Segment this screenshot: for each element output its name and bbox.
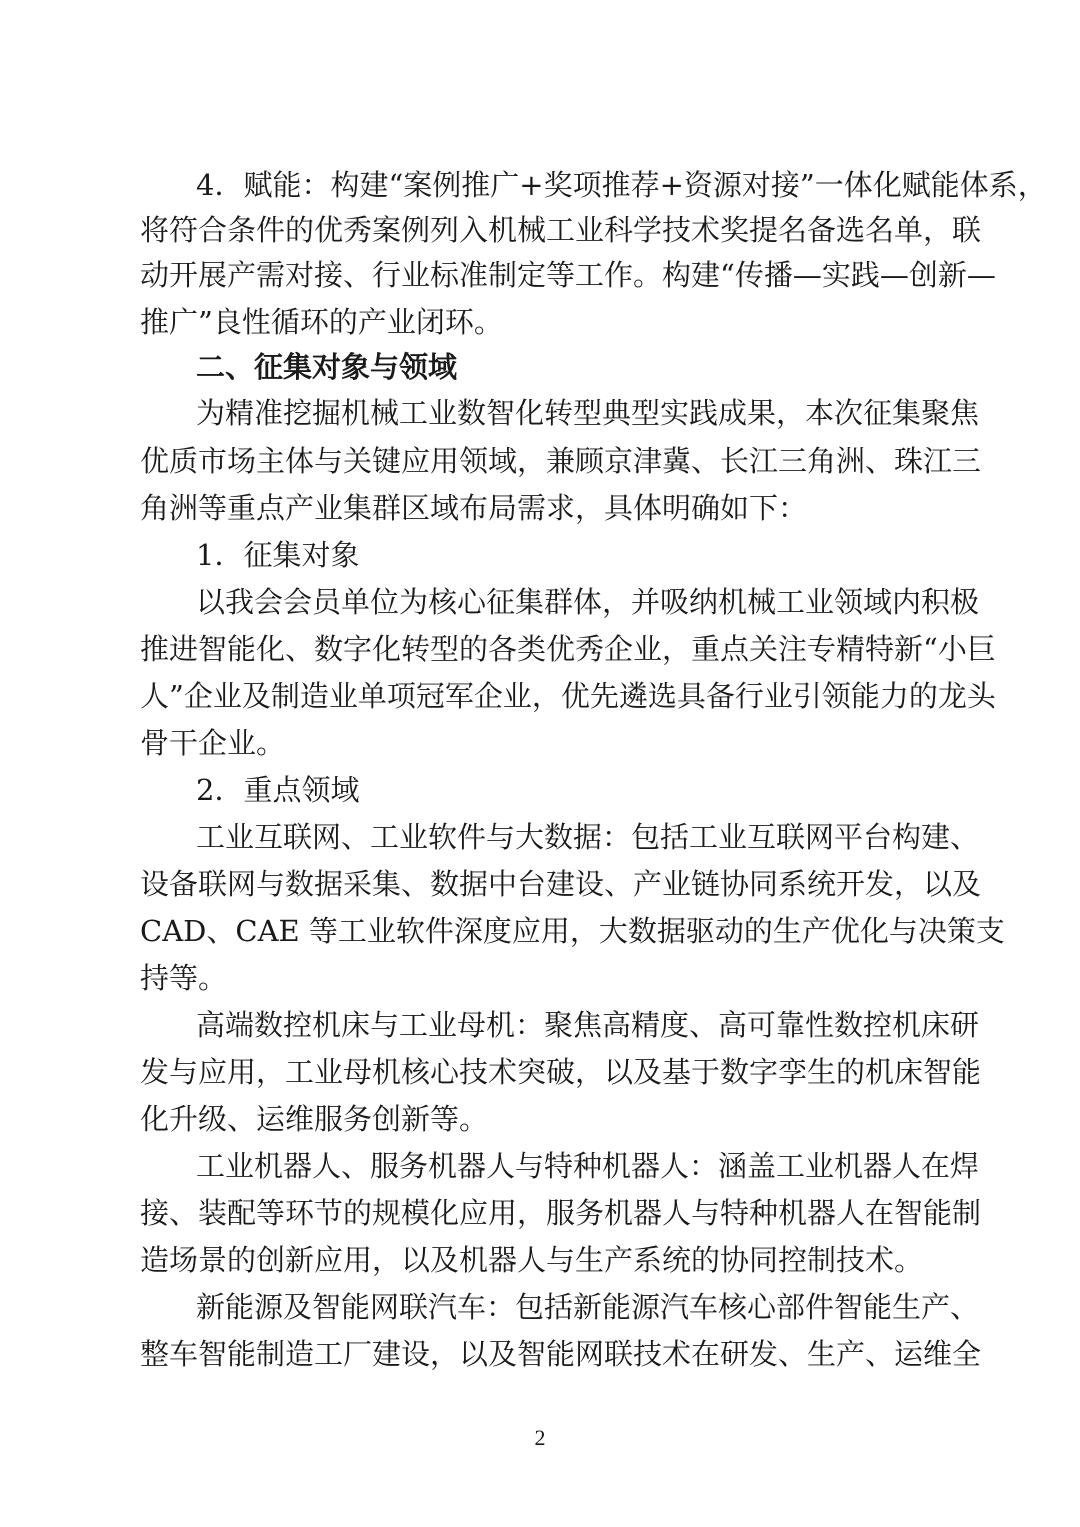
paragraph-line: 将符合条件的优秀案例列入机械工业科学技术奖提名备选名单，联: [140, 213, 982, 247]
paragraph-line: 以我会会员单位为核心征集群体，并吸纳机械工业领域内积极: [196, 585, 980, 619]
paragraph-line: 骨干企业。: [140, 726, 286, 760]
paragraph-line: 整车智能制造工厂建设，以及智能网联技术在研发、生产、运维全: [140, 1337, 982, 1371]
paragraph-line: 推进智能化、数字化转型的各类优秀企业，重点关注专精特新“小巨: [140, 632, 996, 666]
subheading: 2．重点领域: [196, 773, 360, 807]
paragraph-line: 工业机器人、服务机器人与特种机器人：涵盖工业机器人在焊: [196, 1149, 980, 1183]
subheading: 1．征集对象: [196, 538, 360, 572]
paragraph-line: 人”企业及制造业单项冠军企业，优先遴选具备行业引领能力的龙头: [140, 679, 996, 713]
paragraph-line: 接、装配等环节的规模化应用，服务机器人与特种机器人在智能制: [140, 1196, 982, 1230]
paragraph-line: 设备联网与数据采集、数据中台建设、产业链协同系统开发，以及: [140, 867, 982, 901]
paragraph-line: 工业互联网、工业软件与大数据：包括工业互联网平台构建、: [196, 820, 980, 854]
paragraph-line: 持等。: [140, 961, 228, 995]
paragraph-line: 造场景的创新应用，以及机器人与生产系统的协同控制技术。: [140, 1243, 924, 1277]
paragraph-line: 动开展产需对接、行业标准制定等工作。构建“传播—实践—创新—: [140, 258, 996, 292]
paragraph-line: 角洲等重点产业集群区域布局需求，具体明确如下：: [140, 491, 808, 525]
paragraph-line: 化升级、运维服务创新等。: [140, 1102, 489, 1136]
paragraph-line: 优质市场主体与关键应用领域，兼顾京津冀、长江三角洲、珠江三: [140, 444, 982, 478]
paragraph-line: 4．赋能：构建“案例推广+奖项推荐+资源对接”一体化赋能体系，: [196, 168, 1047, 202]
paragraph-line: 高端数控机床与工业母机：聚焦高精度、高可靠性数控机床研: [196, 1008, 980, 1042]
paragraph-line: 新能源及智能网联汽车：包括新能源汽车核心部件智能生产、: [196, 1290, 980, 1324]
page-number: 2: [534, 1425, 546, 1450]
paragraph-line: 发与应用，工业母机核心技术突破，以及基于数字孪生的机床智能: [140, 1055, 982, 1089]
section-heading: 二、征集对象与领域: [196, 350, 458, 384]
paragraph-line: 为精准挖掘机械工业数智化转型典型实践成果，本次征集聚焦: [196, 396, 980, 430]
paragraph-line: 推广”良性循环的产业闭环。: [140, 305, 503, 339]
paragraph-line: CAD、CAE 等工业软件深度应用，大数据驱动的生产优化与决策支: [140, 914, 1005, 948]
